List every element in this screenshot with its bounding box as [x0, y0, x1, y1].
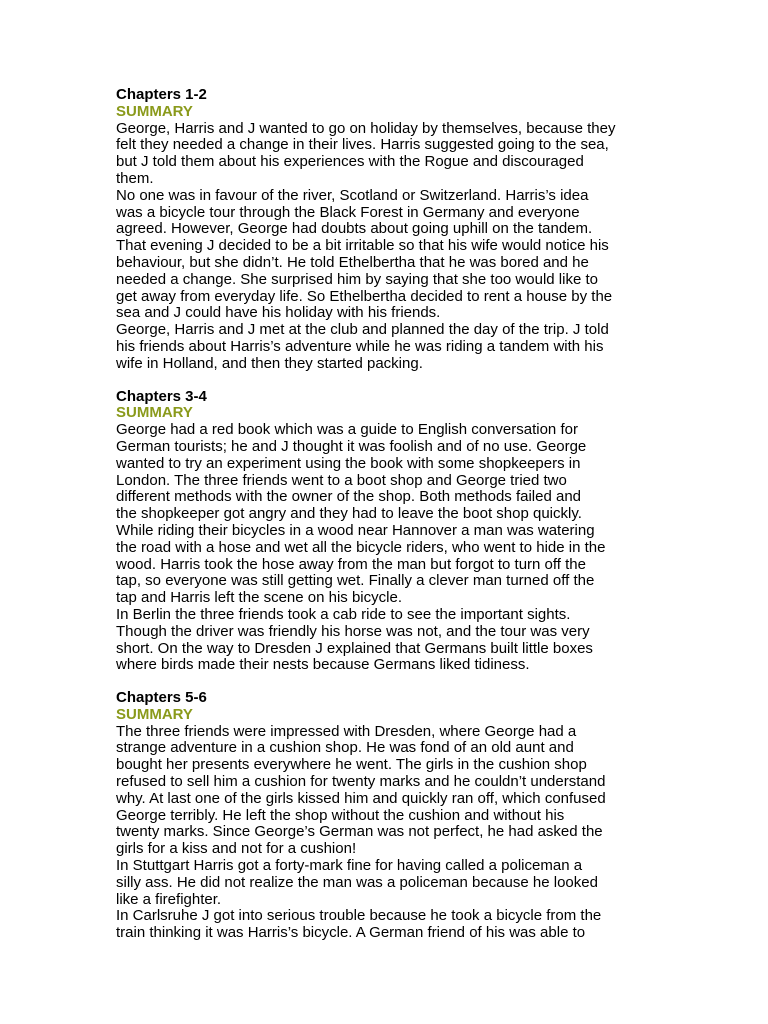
text-line: the shopkeeper got angry and they had to leave the boot shop quickly.: [116, 505, 582, 523]
text-line: wood. Harris took the hose away from the man but forgot to turn off the: [116, 555, 586, 573]
text-line: In Berlin the three friends took a cab ride to see the important sights.: [116, 605, 571, 623]
text-line: In Stuttgart Harris got a forty-mark fine for having called a policeman a: [116, 857, 583, 875]
text-line: but J told them about his experiences with the Rogue and discouraged: [116, 153, 584, 171]
paragraph: [116, 908, 646, 942]
text-line: get away from everyday life. So Ethelbertha decided to rent a house by the: [116, 287, 613, 305]
section-title: Chapters 1-2: [116, 86, 207, 103]
text-line: girls for a kiss and not for a cushion!: [116, 840, 357, 858]
text-line: was a bicycle tour through the Black Forest in Germany and everyone: [116, 203, 580, 221]
summary-label: SUMMARY: [116, 102, 193, 120]
paragraph: [116, 523, 646, 607]
text-line: why. At last one of the girls kissed him and quickly ran off, which confused: [116, 789, 606, 807]
text-line: No one was in favour of the river, Scotland or Switzerland. Harris’s idea: [116, 186, 589, 204]
text-line: London. The three friends went to a boot shop and George tried two: [116, 471, 567, 489]
text-line: behaviour, but she didn’t. He told Ethelbertha that he was bored and he: [116, 253, 589, 271]
text-line: wife in Holland, and then they started packing.: [116, 354, 423, 372]
summary-label: SUMMARY: [116, 404, 193, 422]
text-line: German tourists; he and J thought it was foolish and of no use. George: [116, 437, 587, 455]
text-line: sea and J could have his holiday with his friends.: [116, 304, 441, 322]
text-line: The three friends were impressed with Dresden, where George had a: [116, 722, 577, 740]
text-line: train thinking it was Harris’s bicycle. A German friend of his was able to: [116, 924, 586, 942]
section-title: Chapters 3-4: [116, 387, 207, 405]
paragraph: [116, 607, 646, 674]
paragraph: [116, 724, 646, 858]
text-line: Though the driver was friendly his horse was not, and the tour was very: [116, 622, 590, 640]
text-line: short. On the way to Dresden J explained that Germans built little boxes: [116, 639, 593, 657]
text-line: bought her presents everywhere he went. The girls in the cushion shop: [116, 756, 587, 774]
paragraph: [116, 188, 646, 322]
text-line: them.: [116, 169, 154, 187]
paragraph: [116, 422, 646, 523]
paragraph: [116, 121, 646, 188]
text-line: agreed. However, George had doubts about going uphill on the tandem.: [116, 220, 593, 238]
text-line: the road with a hose and wet all the bicycle riders, who went to hide in the: [116, 538, 606, 556]
chapters-3-4-section: [116, 389, 646, 675]
document-page: [116, 87, 646, 958]
text-line: twenty marks. Since George’s German was not perfect, he had asked the: [116, 823, 603, 841]
text-line: refused to sell him a cushion for twenty marks and he couldn’t understand: [116, 773, 606, 791]
text-line: different methods with the owner of the shop. Both methods failed and: [116, 488, 582, 506]
text-line: In Carlsruhe J got into serious trouble because he took a bicycle from the: [116, 907, 602, 925]
text-line: George, Harris and J met at the club and planned the day of the trip. J told: [116, 321, 609, 339]
text-line: needed a change. She surprised him by saying that she too would like to: [116, 270, 598, 288]
text-line: George had a red book which was a guide to English conversation for: [116, 421, 578, 439]
text-line: where birds made their nests because Germans liked tidiness.: [116, 656, 530, 674]
section-title: Chapters 5-6: [116, 689, 207, 707]
text-line: strange adventure in a cushion shop. He was fond of an old aunt and: [116, 739, 574, 757]
text-line: felt they needed a change in their lives. Harris suggested going to the sea,: [116, 136, 609, 154]
text-line: tap, so everyone was still getting wet. Finally a clever man turned off the: [116, 572, 595, 590]
text-line: George terribly. He left the shop without the cushion and without his: [116, 806, 565, 824]
text-line: his friends about Harris’s adventure while he was riding a tandem with his: [116, 337, 604, 355]
paragraph: [116, 858, 646, 908]
text-line: like a firefighter.: [116, 890, 222, 908]
text-line: tap and Harris left the scene on his bicycle.: [116, 589, 402, 607]
chapters-1-2-section: [116, 87, 646, 373]
text-line: silly ass. He did not realize the man was a policeman because he looked: [116, 873, 598, 891]
text-line: wanted to try an experiment using the book with some shopkeepers in: [116, 454, 581, 472]
text-line: While riding their bicycles in a wood near Hannover a man was watering: [116, 521, 595, 539]
summary-label: SUMMARY: [116, 705, 193, 723]
chapters-5-6-section: [116, 690, 646, 942]
text-line: George, Harris and J wanted to go on holiday by themselves, because they: [116, 119, 616, 137]
paragraph: [116, 322, 646, 372]
text-line: That evening J decided to be a bit irritable so that his wife would notice his: [116, 237, 609, 255]
